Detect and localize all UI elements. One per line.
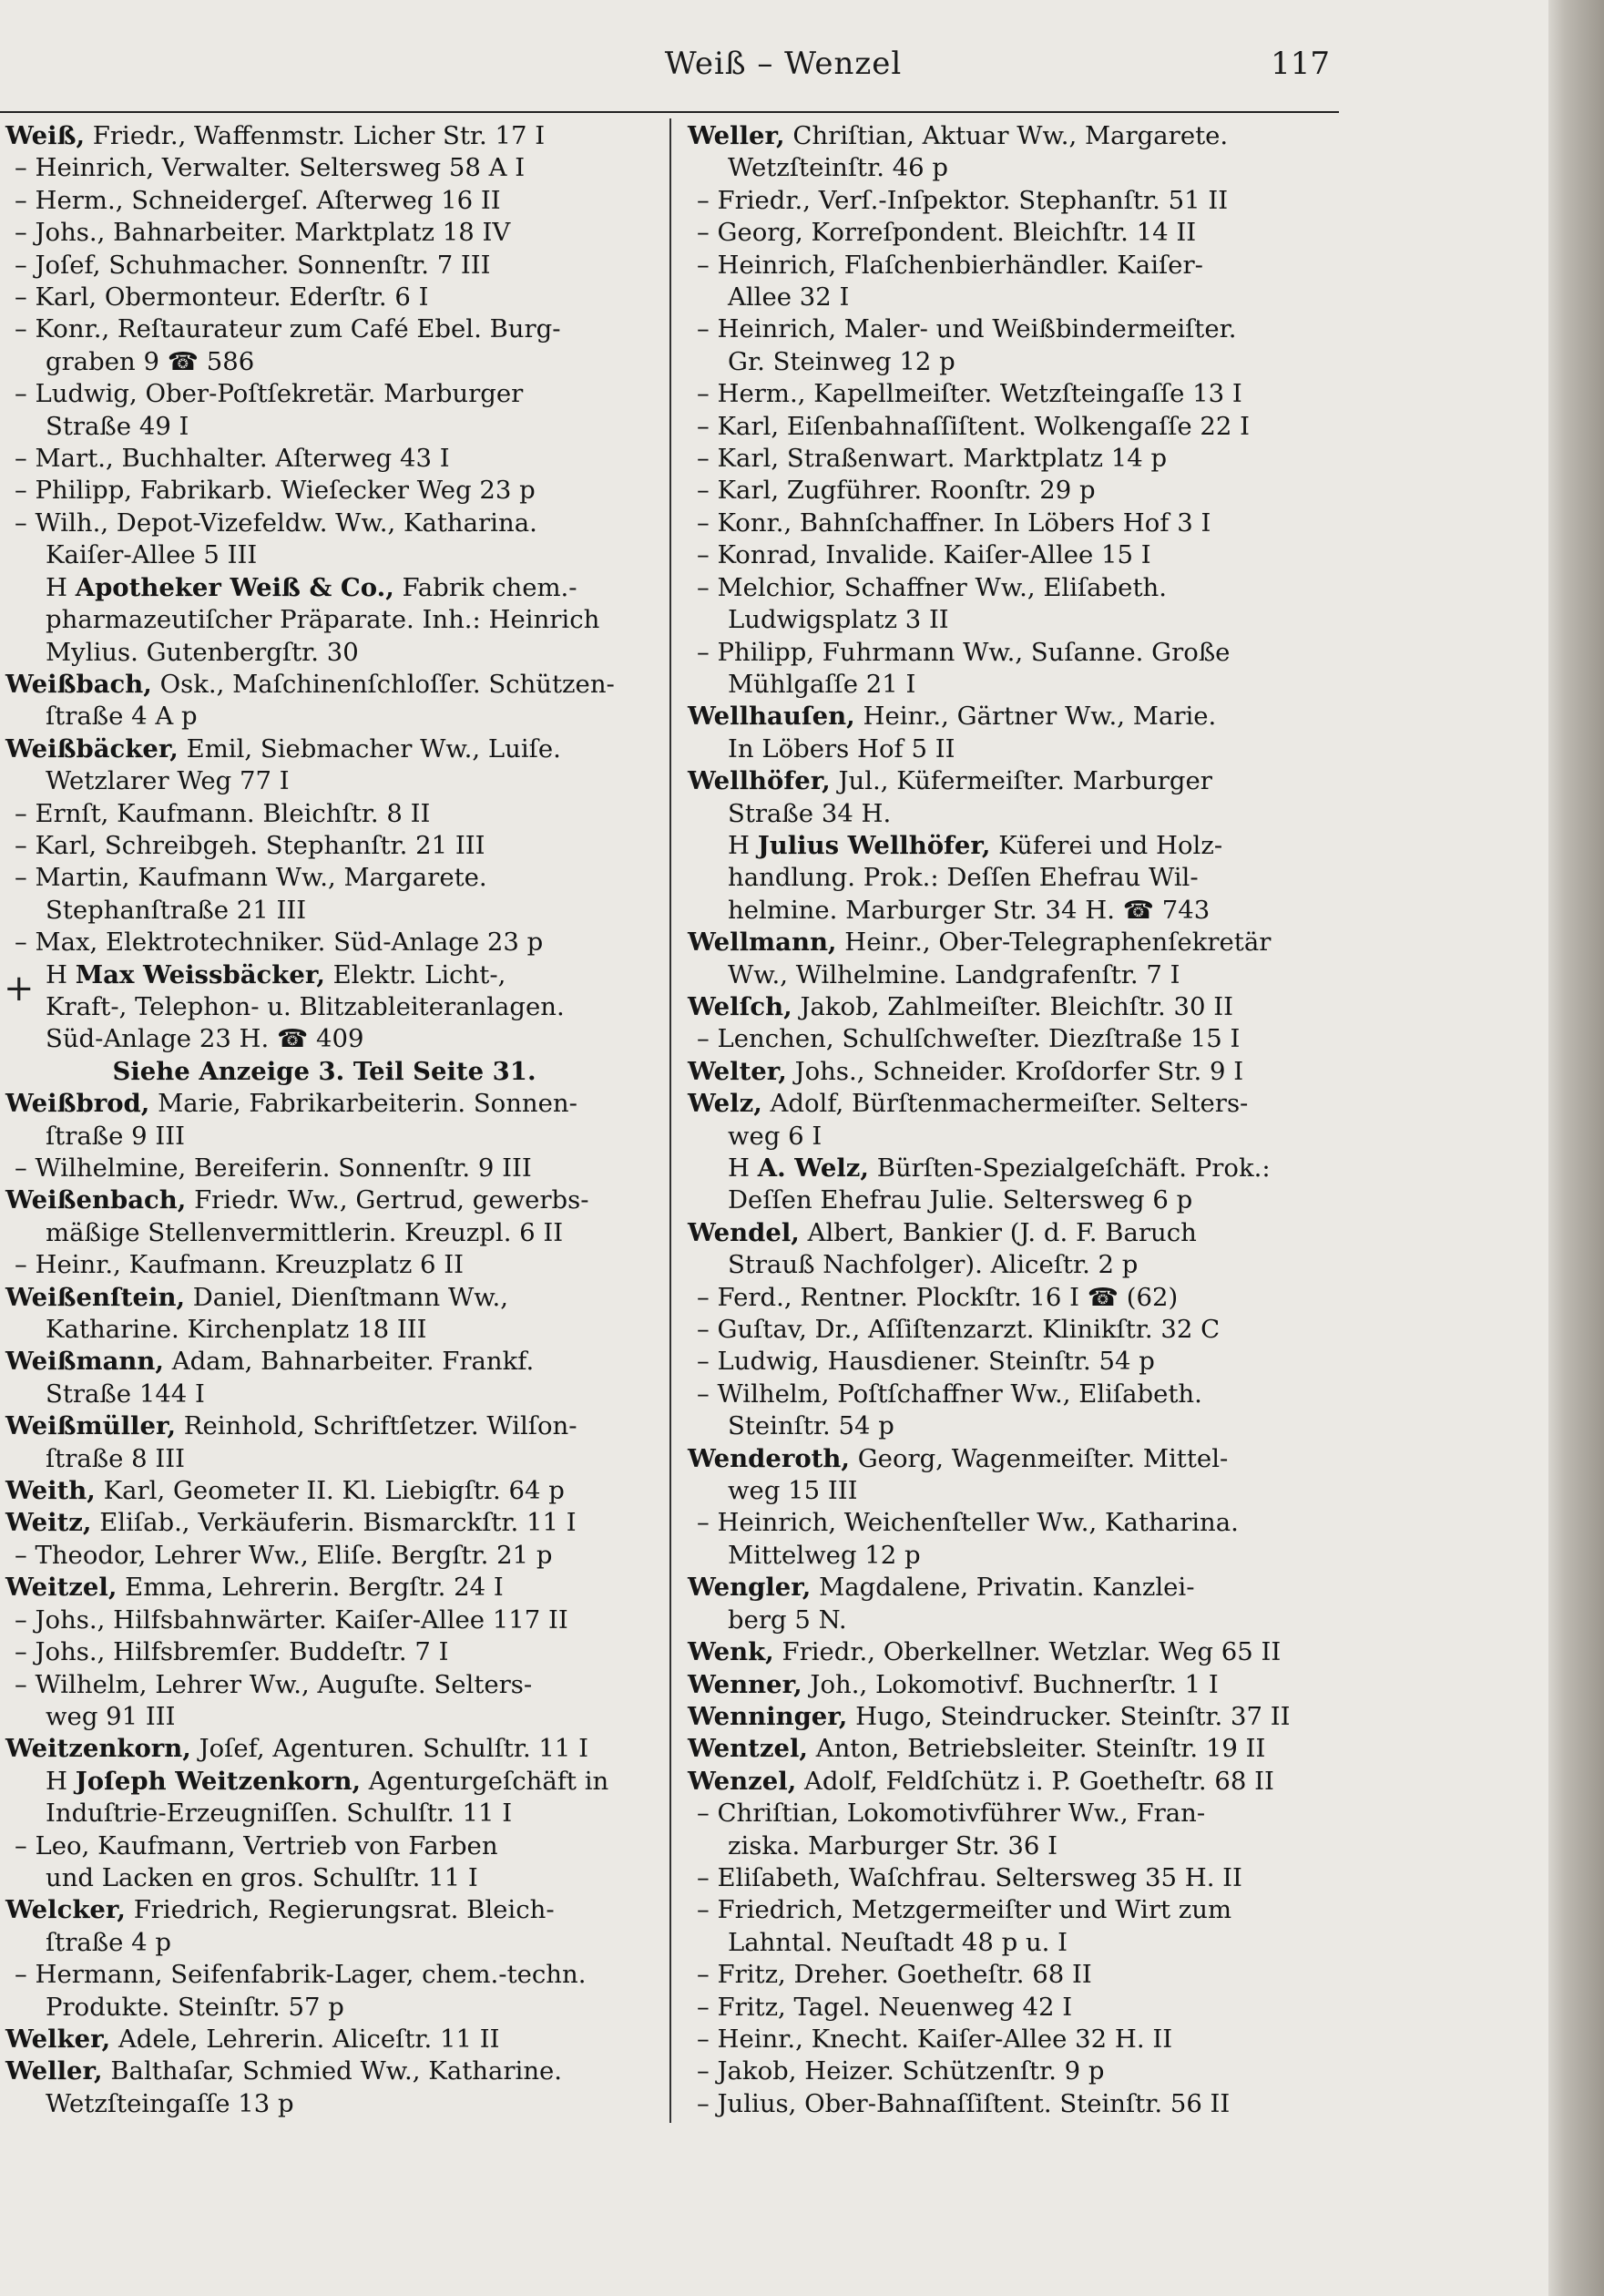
- entry-surname: A. Welz,: [757, 1153, 869, 1183]
- page-number: 117: [1271, 46, 1330, 82]
- entry-text: Heinrich, Flaſchenbierhändler. Kaiſer-: [717, 250, 1203, 280]
- directory-entry: [5, 1959, 643, 2024]
- right-column: [688, 120, 1325, 2120]
- directory-entry: [688, 1572, 1325, 1636]
- entry-continuation: Wetzſteingaſſe 13 p: [46, 2088, 294, 2118]
- entry-text: Reinhold, Schriftſetzer. Wilſon-: [176, 1411, 577, 1441]
- running-head: Weiß – Wenzel: [664, 46, 903, 82]
- entry-surname: Wellhauſen,: [688, 702, 855, 732]
- entry-text: Friedrich, Regierungsrat. Bleich-: [125, 1895, 555, 1925]
- directory-entry: [5, 1346, 643, 1410]
- entry-surname: Weitzel,: [5, 1573, 117, 1603]
- entry-surname: Weiß,: [5, 121, 86, 150]
- entry-surname: Weitzenkorn,: [5, 1734, 191, 1764]
- directory-entry: [688, 1088, 1325, 1153]
- directory-entry: [5, 862, 643, 927]
- entry-continuation: Mittelweg 12 p: [728, 1540, 921, 1570]
- directory-entry: [688, 475, 1325, 507]
- directory-entry: [688, 927, 1325, 991]
- directory-entry: [5, 507, 643, 572]
- header-rule: [0, 111, 1339, 113]
- directory-entry: [688, 1959, 1325, 1991]
- entry-text: Leo, Kaufmann, Vertrieb von Farben: [35, 1830, 498, 1860]
- entry-text: Konr., Reſtaurateur zum Café Ebel. Burg-: [35, 314, 561, 344]
- directory-entry: [688, 572, 1325, 637]
- entry-text: Elektr. Licht-,: [324, 959, 506, 989]
- entry-continuation: Ludwigsplatz 3 II: [728, 605, 949, 635]
- entry-text: Friedrich, Metzgermeiſter und Wirt zum: [717, 1895, 1232, 1925]
- directory-entry: [5, 1894, 643, 1959]
- entry-surname: Wenzel,: [688, 1766, 797, 1796]
- entry-text: Heinrich, Weichenſteller Ww., Katharina.: [717, 1508, 1239, 1538]
- entry-continuation: ziska. Marburger Str. 36 I: [728, 1830, 1057, 1860]
- entry-surname: Welker,: [5, 2024, 111, 2054]
- entry-continuation: Kaiſer-Allee 5 III: [46, 540, 258, 570]
- firm-marker: H: [46, 572, 76, 602]
- firm-marker: H: [46, 959, 76, 989]
- directory-entry: [5, 798, 643, 830]
- entry-text: Konrad, Invalide. Kaiſer-Allee 15 I: [717, 540, 1151, 570]
- directory-entry: [5, 313, 643, 378]
- entry-text: Fabrik chem.-: [393, 572, 577, 602]
- entry-text: Hugo, Steindrucker. Steinſtr. 37 II: [847, 1701, 1291, 1731]
- entry-text: Jakob, Heizer. Schützenſtr. 9 p: [717, 2056, 1105, 2086]
- directory-entry: [5, 378, 643, 443]
- directory-entry: [5, 1056, 643, 1088]
- entry-surname: Wellmann,: [688, 928, 837, 958]
- firm-marker: H: [46, 1766, 76, 1796]
- directory-entry: [688, 1443, 1325, 1508]
- entry-text: Melchior, Schaffner Ww., Eliſabeth.: [717, 572, 1167, 602]
- entry-text: Fritz, Tagel. Neuenweg 42 I: [717, 1992, 1073, 2022]
- firm-marker: H: [728, 830, 758, 860]
- column-divider: [669, 118, 671, 2123]
- directory-entry: [688, 2088, 1325, 2120]
- entry-text: Heinr., Ober-Telegraphenſekretär: [836, 928, 1272, 958]
- directory-entry: [5, 475, 643, 507]
- directory-entry: [5, 1282, 643, 1347]
- directory-entry: [5, 282, 643, 313]
- entry-text: Georg, Wagenmeiſter. Mittel-: [849, 1443, 1229, 1473]
- entry-surname: Wellhöfer,: [688, 766, 831, 796]
- entry-text: Balthaſar, Schmied Ww., Katharine.: [102, 2056, 563, 2086]
- entry-continuation: Mühlgaſſe 21 I: [728, 669, 916, 699]
- entry-text: Konr., Bahnſchaffner. In Löbers Hof 3 I: [717, 507, 1211, 538]
- directory-entry: [5, 217, 643, 249]
- directory-entry: [688, 1701, 1325, 1733]
- entry-surname: Weller,: [688, 121, 785, 150]
- firm-marker: H: [728, 1153, 758, 1183]
- entry-continuation: Produkte. Steinſtr. 57 p: [46, 1992, 344, 2022]
- entry-continuation: Steinſtr. 54 p: [728, 1411, 894, 1441]
- entry-text: Jakob, Zahlmeiſter. Bleichſtr. 30 II: [792, 991, 1233, 1021]
- directory-entry: [5, 1540, 643, 1572]
- entry-continuation: ſtraße 9 III: [46, 1121, 185, 1151]
- directory-entry: [688, 217, 1325, 249]
- directory-entry: [688, 1992, 1325, 2024]
- directory-entry: [688, 1507, 1325, 1572]
- directory-entry: [688, 1798, 1325, 1862]
- directory-entry: [5, 1184, 643, 1249]
- directory-entry: [688, 1894, 1325, 1959]
- directory-entry: [5, 1636, 643, 1668]
- entry-text: Küferei und Holz-: [990, 830, 1223, 860]
- directory-entry: [688, 991, 1325, 1023]
- directory-entry: [688, 2024, 1325, 2055]
- directory-entry: [5, 1733, 643, 1765]
- entry-continuation: Strauß Nachfolger). Aliceſtr. 2 p: [728, 1250, 1139, 1280]
- entry-surname: Welter,: [688, 1056, 787, 1086]
- directory-entry: [688, 1217, 1325, 1282]
- directory-entry: [688, 250, 1325, 314]
- entry-continuation: und Lacken en gros. Schulſtr. 11 I: [46, 1862, 478, 1892]
- directory-entry: [688, 313, 1325, 378]
- entry-continuation: Gr. Steinweg 12 p: [728, 346, 955, 376]
- entry-surname: Weißbrod,: [5, 1089, 150, 1119]
- entry-text: Heinr., Gärtner Ww., Marie.: [854, 702, 1217, 732]
- entry-surname: Weith,: [5, 1476, 96, 1506]
- entry-continuation: Straße 34 H.: [728, 798, 892, 828]
- directory-entry: [688, 1733, 1325, 1765]
- entry-text: Karl, Obermonteur. Ederſtr. 6 I: [35, 282, 429, 313]
- directory-entry: [688, 1636, 1325, 1668]
- entry-text: Friedr., Waffenmstr. Licher Str. 17 I: [85, 121, 546, 150]
- directory-entry: [5, 1830, 643, 1895]
- left-column: [5, 120, 643, 2120]
- entry-continuation: Allee 32 I: [728, 282, 850, 313]
- entry-text: Ludwig, Ober-Poſtſekretär. Marburger: [35, 379, 524, 409]
- entry-text: Chriſtian, Aktuar Ww., Margarete.: [784, 121, 1229, 150]
- directory-entry: [688, 1669, 1325, 1701]
- entry-text: Emil, Siebmacher Ww., Luiſe.: [178, 733, 561, 764]
- entry-text: Eliſabeth, Waſchfrau. Seltersweg 35 H. II: [717, 1862, 1242, 1892]
- directory-entry: [5, 250, 643, 282]
- directory-entry: [688, 1023, 1325, 1055]
- entry-surname: Weißbach,: [5, 669, 152, 699]
- directory-entry: [688, 120, 1325, 185]
- directory-entry: [5, 669, 643, 733]
- entry-text: Karl, Eiſenbahnaſſiſtent. Wolkengaſſe 22 I: [717, 411, 1250, 441]
- entry-text: Joh., Lokomotivf. Buchnerſtr. 1 I: [802, 1669, 1219, 1699]
- entry-surname: Weißenſtein,: [5, 1282, 186, 1312]
- entry-text: Joſef, Schuhmacher. Sonnenſtr. 7 III: [35, 250, 491, 280]
- entry-continuation: Stephanſtraße 21 III: [46, 895, 307, 925]
- entry-text: Daniel, Dienſtmann Ww.,: [185, 1282, 508, 1312]
- entry-continuation: Mylius. Gutenbergſtr. 30: [46, 637, 359, 667]
- entry-text: Wilhelm, Poſtſchaffner Ww., Eliſabeth.: [717, 1379, 1202, 1409]
- entry-surname: Welcker,: [5, 1895, 126, 1925]
- directory-entry: [688, 443, 1325, 475]
- entry-continuation: Kraft-, Telephon- u. Blitzableiteranlagen.: [46, 991, 565, 1021]
- entry-continuation: handlung. Prok.: Deſſen Ehefrau Wil-: [728, 863, 1199, 893]
- entry-surname: Joſeph Weitzenkorn,: [75, 1766, 362, 1796]
- entry-text: Emma, Lehrerin. Bergſtr. 24 I: [117, 1573, 504, 1603]
- entry-surname: Weißenbach,: [5, 1185, 187, 1215]
- entry-text: Philipp, Fabrikarb. Wieſecker Weg 23 p: [35, 476, 536, 506]
- entry-text: Anton, Betriebsleiter. Steinſtr. 19 II: [807, 1734, 1266, 1764]
- entry-surname: Max Weissbäcker,: [75, 959, 325, 989]
- entry-text: Friedr., Verſ.-Inſpektor. Stephanſtr. 51 II: [717, 185, 1229, 215]
- directory-entry: [688, 2055, 1325, 2087]
- directory-entry: [5, 1507, 643, 1539]
- directory-entry: [5, 1766, 643, 1830]
- entry-continuation: berg 5 N.: [728, 1604, 847, 1635]
- entry-text: Karl, Straßenwart. Marktplatz 14 p: [717, 444, 1168, 474]
- directory-entry: [688, 507, 1325, 539]
- directory-entry: [688, 1282, 1325, 1314]
- entry-text: Johs., Bahnarbeiter. Marktplatz 18 IV: [35, 218, 511, 248]
- entry-text: Ludwig, Hausdiener. Steinſtr. 54 p: [717, 1347, 1155, 1377]
- entry-continuation: mäßige Stellenvermittlerin. Kreuzpl. 6 II: [46, 1217, 564, 1247]
- directory-entry: [5, 152, 643, 184]
- entry-surname: Welz,: [688, 1089, 762, 1119]
- directory-entry: [688, 1056, 1325, 1088]
- entry-text: Wilhelmine, Bereiferin. Sonnenſtr. 9 III: [35, 1153, 532, 1183]
- entry-text: Herm., Kapellmeiſter. Wetzſteingaſſe 13 I: [717, 379, 1242, 409]
- directory-entry: [688, 1379, 1325, 1443]
- directory-entry: [688, 185, 1325, 217]
- book-spine: [1548, 0, 1604, 2296]
- entry-text: Magdalene, Privatin. Kanzlei-: [811, 1573, 1195, 1603]
- entry-text: Johs., Hilfsbremſer. Buddeſtr. 7 I: [35, 1637, 449, 1667]
- entry-text: Philipp, Fuhrmann Ww., Suſanne. Große: [717, 637, 1231, 667]
- entry-continuation: weg 15 III: [728, 1476, 858, 1506]
- entry-text: Georg, Korreſpondent. Bleichſtr. 14 II: [717, 218, 1197, 248]
- entry-surname: Julius Wellhöfer,: [757, 830, 991, 860]
- directory-entry: [5, 959, 643, 1056]
- entry-text: Adolf, Feldſchütz i. P. Goetheſtr. 68 II: [796, 1766, 1274, 1796]
- entry-text: Karl, Geometer II. Kl. Liebigſtr. 64 p: [95, 1476, 565, 1506]
- entry-text: Eliſab., Verkäuferin. Bismarckſtr. 11 I: [91, 1508, 577, 1538]
- entry-text: Lenchen, Schulſchweſter. Diezſtraße 15 I: [717, 1024, 1241, 1054]
- entry-surname: Weitz,: [5, 1508, 92, 1538]
- directory-entry: [688, 637, 1325, 702]
- entry-continuation: ſtraße 4 A p: [46, 702, 198, 732]
- directory-entry: [5, 830, 643, 862]
- entry-surname: Wengler,: [688, 1573, 812, 1603]
- entry-surname: Apotheker Weiß & Co.,: [75, 572, 394, 602]
- entry-continuation: Ww., Wilhelmine. Landgrafenſtr. 7 I: [728, 959, 1180, 989]
- entry-text: Max, Elektrotechniker. Süd-Anlage 23 p: [35, 928, 544, 958]
- directory-entry: [5, 2024, 643, 2055]
- entry-text: Joſef, Agenturen. Schulſtr. 11 I: [190, 1734, 589, 1764]
- entry-continuation: ſtraße 8 III: [46, 1443, 185, 1473]
- directory-entry: [5, 1410, 643, 1475]
- entry-text: Heinrich, Verwalter. Seltersweg 58 A I: [35, 153, 526, 183]
- entry-surname: Welſch,: [688, 991, 792, 1021]
- entry-text: Guſtav, Dr., Aſſiſtenzarzt. Klinikſtr. 32 C: [717, 1315, 1221, 1345]
- directory-entry: [5, 1572, 643, 1604]
- entry-text: Herm., Schneidergeſ. Aſterweg 16 II: [35, 185, 501, 215]
- directory-entry: [5, 927, 643, 958]
- entry-continuation: helmine. Marburger Str. 34 H. ☎ 743: [728, 895, 1211, 925]
- entry-text: Johs., Schneider. Kroſdorfer Str. 9 I: [786, 1056, 1244, 1086]
- directory-entry: [688, 701, 1325, 765]
- entry-surname: Weißmann,: [5, 1347, 164, 1377]
- directory-entry: [5, 1088, 643, 1153]
- directory-entry: [5, 443, 643, 475]
- entry-text: Johs., Hilfsbahnwärter. Kaiſer-Allee 117 II: [35, 1604, 568, 1635]
- entry-continuation: Lahntal. Neuſtadt 48 p u. I: [728, 1927, 1068, 1957]
- entry-text: Ernſt, Kaufmann. Bleichſtr. 8 II: [35, 798, 431, 828]
- margin-cross-mark: +: [4, 968, 35, 1010]
- directory-entry: [688, 1862, 1325, 1894]
- entry-text: Heinr., Knecht. Kaiſer-Allee 32 H. II: [717, 2024, 1173, 2054]
- entry-text: Mart., Buchhalter. Aſterweg 43 I: [35, 444, 450, 474]
- entry-continuation: Straße 144 I: [46, 1379, 205, 1409]
- entry-text: Marie, Fabrikarbeiterin. Sonnen-: [149, 1089, 577, 1119]
- entry-text: Adam, Bahnarbeiter. Frankf.: [163, 1347, 535, 1377]
- entry-continuation: Katharine. Kirchenplatz 18 III: [46, 1315, 427, 1345]
- entry-text: Friedr., Oberkellner. Wetzlar. Weg 65 II: [773, 1637, 1282, 1667]
- entry-continuation: In Löbers Hof 5 II: [728, 733, 955, 764]
- directory-entry: [688, 378, 1325, 410]
- entry-surname: Wenderoth,: [688, 1443, 850, 1473]
- entry-continuation: Induſtrie-Erzeugniſſen. Schulſtr. 11 I: [46, 1799, 513, 1829]
- entry-surname: Wenk,: [688, 1637, 774, 1667]
- entry-text: Adolf, Bürſtenmachermeiſter. Selters-: [761, 1089, 1249, 1119]
- entry-continuation: weg 6 I: [728, 1121, 822, 1151]
- directory-entry: [688, 1153, 1325, 1217]
- entry-continuation: Deſſen Ehefrau Julie. Seltersweg 6 p: [728, 1185, 1193, 1215]
- entry-text: Hermann, Seifenfabrik-Lager, chem.-techn.: [35, 1960, 587, 1990]
- directory-entry: [5, 733, 643, 798]
- entry-continuation: Straße 49 I: [46, 411, 189, 441]
- entry-continuation: Süd-Anlage 23 H. ☎ 409: [46, 1024, 364, 1054]
- directory-entry: [688, 1314, 1325, 1346]
- entry-continuation: pharmazeutiſcher Präparate. Inh.: Heinrich: [46, 605, 600, 635]
- entry-continuation: weg 91 III: [46, 1701, 176, 1731]
- entry-text: Jul., Küfermeiſter. Marburger: [830, 766, 1212, 796]
- entry-text: Friedr. Ww., Gertrud, gewerbs-: [186, 1185, 589, 1215]
- entry-text: Heinrich, Maler- und Weißbindermeiſter.: [717, 314, 1237, 344]
- directory-entry: [5, 185, 643, 217]
- entry-surname: Wentzel,: [688, 1734, 808, 1764]
- directory-entry: [5, 1153, 643, 1184]
- entry-text: Karl, Zugführer. Roonſtr. 29 p: [717, 476, 1096, 506]
- directory-entry: [688, 1346, 1325, 1378]
- entry-text: Agenturgeſchäft in: [361, 1766, 609, 1796]
- entry-surname: Wenninger,: [688, 1701, 848, 1731]
- entry-surname: Wenner,: [688, 1669, 802, 1699]
- entry-text: Wilhelm, Lehrer Ww., Auguſte. Selters-: [35, 1669, 533, 1699]
- directory-entry: [688, 411, 1325, 443]
- entry-text: Chriſtian, Lokomotivführer Ww., Fran-: [717, 1799, 1206, 1829]
- entry-text: Albert, Bankier (J. d. F. Baruch: [799, 1217, 1197, 1247]
- entry-text: Bürſten-Spezialgeſchäft. Prok.:: [869, 1153, 1271, 1183]
- directory-entry: [5, 120, 643, 152]
- entry-continuation: Wetzlarer Weg 77 I: [46, 766, 290, 796]
- entry-text: Adele, Lehrerin. Aliceſtr. 11 II: [110, 2024, 500, 2054]
- entry-text: Osk., Maſchinenſchloſſer. Schützen-: [151, 669, 615, 699]
- directory-entry: [688, 1766, 1325, 1798]
- entry-surname: Weißbäcker,: [5, 733, 179, 764]
- entry-text: Wilh., Depot-Vizefeldw. Ww., Katharina.: [35, 507, 537, 538]
- entry-text: Heinr., Kaufmann. Kreuzplatz 6 II: [35, 1250, 465, 1280]
- entry-text: Martin, Kaufmann Ww., Margarete.: [35, 863, 487, 893]
- entry-continuation: ſtraße 4 p: [46, 1927, 171, 1957]
- entry-surname: Wendel,: [688, 1217, 800, 1247]
- entry-continuation: graben 9 ☎ 586: [46, 346, 255, 376]
- entry-text: Fritz, Dreher. Goetheſtr. 68 II: [717, 1960, 1092, 1990]
- advert-note: Siehe Anzeige 3. Teil Seite 31.: [112, 1056, 536, 1086]
- directory-entry: [688, 765, 1325, 830]
- directory-entry: [5, 2055, 643, 2120]
- entry-surname: Weißmüller,: [5, 1411, 177, 1441]
- directory-entry: [5, 1249, 643, 1281]
- entry-text: Karl, Schreibgeh. Stephanſtr. 21 III: [35, 830, 485, 860]
- entry-surname: Weller,: [5, 2056, 103, 2086]
- directory-entry: [5, 1475, 643, 1507]
- directory-entry: [5, 1669, 643, 1734]
- directory-entry: [5, 572, 643, 669]
- entry-text: Ferd., Rentner. Plockſtr. 16 I ☎ (62): [717, 1282, 1179, 1312]
- directory-entry: [5, 1604, 643, 1636]
- directory-entry: [688, 830, 1325, 927]
- entry-continuation: Wetzſteinſtr. 46 p: [728, 153, 949, 183]
- entry-text: Julius, Ober-Bahnaſſiſtent. Steinſtr. 56 II: [717, 2088, 1231, 2118]
- entry-text: Theodor, Lehrer Ww., Eliſe. Bergſtr. 21 p: [35, 1540, 553, 1570]
- directory-entry: [688, 539, 1325, 571]
